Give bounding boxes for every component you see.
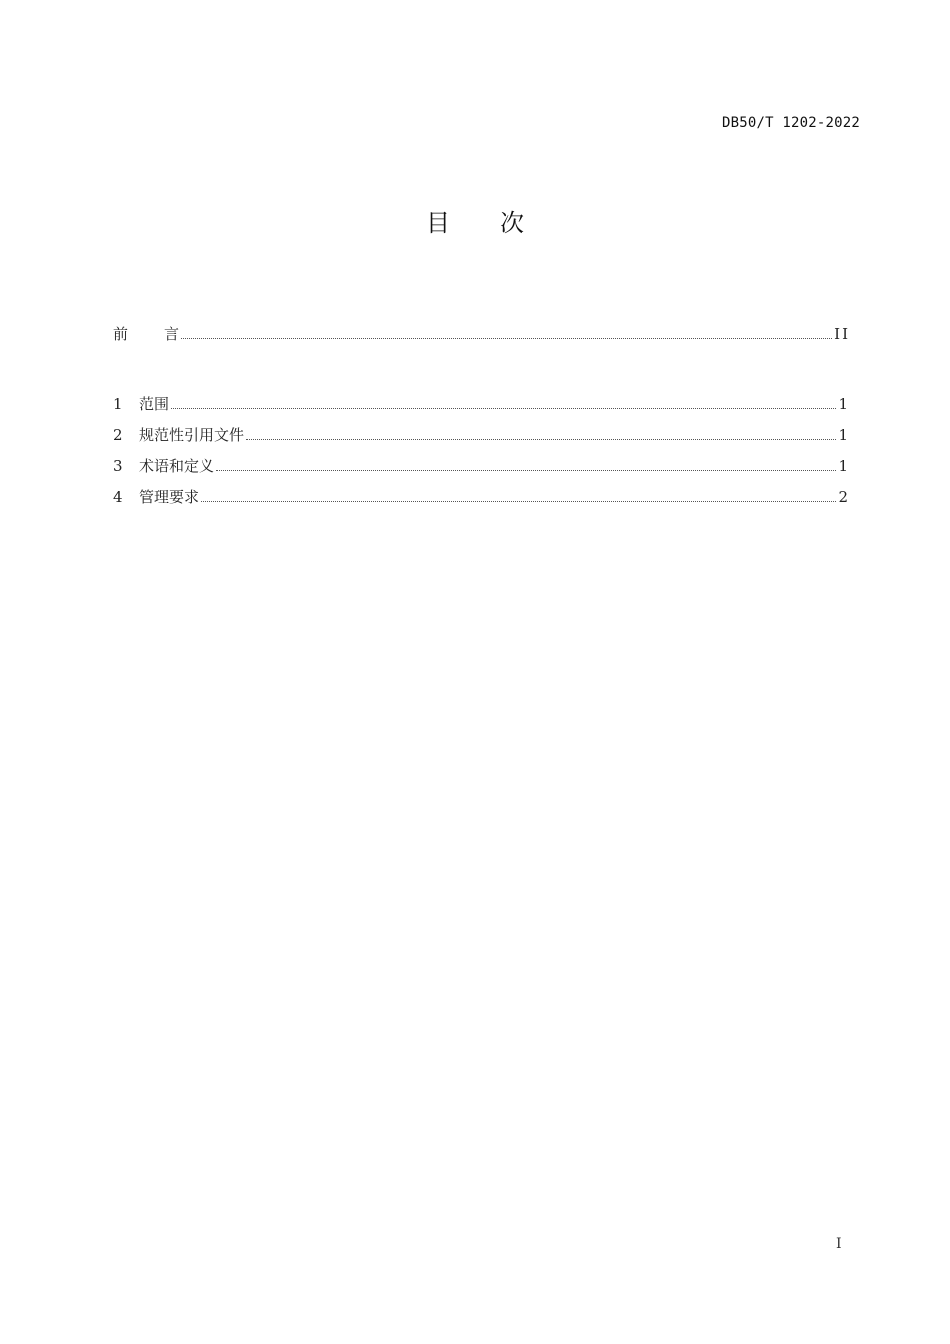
title-char-2: 次 xyxy=(500,209,524,237)
toc-page-number: 1 xyxy=(838,457,850,475)
toc-section-number: 3 xyxy=(113,457,123,475)
toc-entry-2[interactable] xyxy=(113,424,850,446)
toc-entry-preface[interactable] xyxy=(113,323,850,345)
toc-leader-dots xyxy=(246,438,836,440)
toc-section-label: 范围 xyxy=(139,395,170,413)
toc-section-number: 4 xyxy=(113,488,123,506)
toc-section-number: 1 xyxy=(113,395,123,413)
toc-section-number: 2 xyxy=(113,426,123,444)
toc-section-label: 管理要求 xyxy=(139,488,200,506)
toc-page-number: 1 xyxy=(838,426,850,444)
toc-entry-3[interactable] xyxy=(113,455,850,477)
page-title xyxy=(0,206,950,240)
toc-preface-label: 前 言 xyxy=(113,325,180,343)
toc-section-label: 术语和定义 xyxy=(139,457,215,475)
toc-leader-dots xyxy=(171,407,836,409)
toc-leader-dots xyxy=(181,337,832,339)
document-code: DB50/T 1202-2022 xyxy=(721,115,860,131)
toc-page-number: 1 xyxy=(838,395,850,413)
toc-section-label: 规范性引用文件 xyxy=(139,426,245,444)
toc-leader-dots xyxy=(201,500,836,502)
toc-entry-4[interactable] xyxy=(113,486,850,508)
toc-page-number: II xyxy=(834,325,850,343)
toc-entry-1[interactable] xyxy=(113,393,850,415)
toc-leader-dots xyxy=(216,469,836,471)
footer-page-number: I xyxy=(836,1236,842,1252)
title-char-1: 目 xyxy=(426,209,450,237)
toc-page-number: 2 xyxy=(838,488,850,506)
